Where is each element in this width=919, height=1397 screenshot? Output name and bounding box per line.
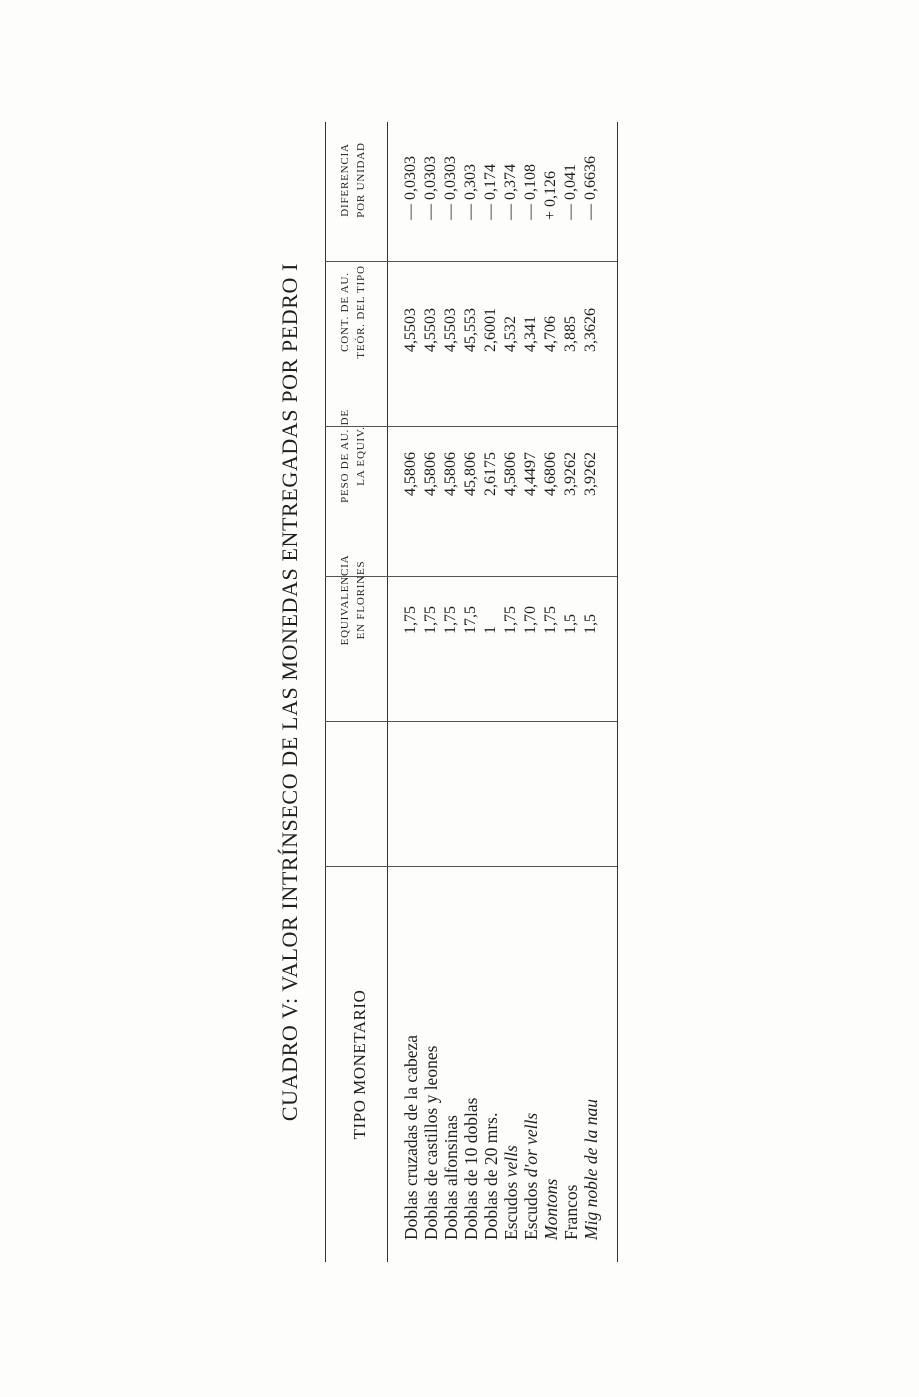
column-tipo	[401, 868, 601, 1240]
table-cell-peso: 4,5806	[442, 452, 459, 496]
top-rule	[325, 122, 326, 1262]
table-cell-peso: 3,9262	[582, 452, 599, 496]
table-cell-peso: 3,9262	[562, 452, 579, 496]
table-cell-contenido: 3,3626	[582, 308, 599, 352]
table-cell-diferencia: — 0,041	[562, 164, 579, 220]
table-row-tipo	[521, 868, 541, 1240]
table-cell-contenido: 4,532	[502, 316, 519, 352]
table-cell-diferencia: — 0,174	[482, 164, 499, 220]
table-cell-contenido: 4,5503	[422, 308, 439, 352]
column-divider	[325, 721, 617, 722]
header-label: EQUIVALENCIA	[339, 554, 351, 646]
header-label: DIFERENCIA	[339, 143, 351, 217]
table-cell-diferencia: — 0,6636	[582, 156, 599, 220]
table-cell-equivalencia: 1	[482, 626, 499, 634]
tipo-prefix: Escudos	[501, 1177, 521, 1240]
header-label: LA EQUIV.	[355, 426, 367, 486]
tipo-italic: vells	[501, 1145, 521, 1178]
table-cell-peso: 4,6806	[542, 452, 559, 496]
table-cell-contenido: 4,706	[542, 316, 559, 352]
table-cell-peso: 45,806	[462, 452, 479, 496]
table-cell-diferencia: — 0,303	[462, 164, 479, 220]
table-cell-diferencia: — 0,108	[522, 164, 539, 220]
table-cell-equivalencia: 1,75	[442, 606, 459, 634]
table-title: CUADRO V: VALOR INTRÍNSECO DE LAS MONEDAS ENTREGADAS POR PEDRO I	[277, 262, 302, 1122]
table-row-tipo: Francos	[561, 1184, 581, 1240]
column-peso	[401, 416, 601, 496]
rotated-table-frame	[275, 122, 635, 1262]
table-cell-peso: 4,5806	[502, 452, 519, 496]
column-contenido	[401, 272, 601, 352]
table-cell-diferencia: — 0,0303	[422, 156, 439, 220]
table-cell-contenido: 4,5503	[442, 308, 459, 352]
header-label: POR UNIDAD	[355, 142, 367, 218]
table-row-tipo: Doblas de castillos y leones	[421, 1045, 441, 1240]
tipo-italic: d'or vells	[521, 1112, 541, 1178]
table-row-tipo: Montons	[541, 1178, 561, 1240]
table-cell-peso: 2,6175	[482, 452, 499, 496]
table-cell-equivalencia: 1,70	[522, 606, 539, 634]
table-cell-contenido: 2,6001	[482, 308, 499, 352]
header-label: PESO DE AU. DE	[339, 409, 351, 503]
table-row-tipo: Doblas alfonsinas	[441, 1115, 461, 1240]
tipo-prefix: Escudos	[521, 1177, 541, 1240]
header-tipo-monetario	[349, 867, 399, 1262]
table-cell-peso: 4,5806	[402, 452, 419, 496]
bottom-rule	[617, 122, 618, 1262]
header-contenido	[337, 242, 387, 382]
header-label: EN FLORINES	[355, 560, 367, 640]
table-cell-diferencia: — 0,0303	[442, 156, 459, 220]
table-cell-equivalencia: 1,5	[562, 614, 579, 634]
table-cell-contenido: 4,5503	[402, 308, 419, 352]
table-row-tipo	[501, 868, 521, 1240]
table-cell-contenido: 45,553	[462, 308, 479, 352]
table-cell-diferencia: + 0,126	[542, 170, 559, 220]
column-equivalencia	[401, 564, 601, 634]
table-cell-contenido: 3,885	[562, 316, 579, 352]
table-cell-peso: 4,4497	[522, 452, 539, 496]
header-label: CONT. DE AU.	[339, 272, 351, 352]
table-row-tipo: Mig noble de la nau	[581, 1099, 601, 1240]
table-cell-equivalencia: 17,5	[462, 606, 479, 634]
header-peso	[337, 386, 387, 526]
table-cell-equivalencia: 1,75	[542, 606, 559, 634]
header-label: TIPO MONETARIO	[350, 989, 369, 1140]
table-cell-peso: 4,5806	[422, 452, 439, 496]
header-label: TEÓR. DEL TIPO	[355, 265, 367, 359]
table-row-tipo: Doblas de 10 doblas	[461, 1097, 481, 1240]
header-diferencia	[337, 110, 387, 250]
header-equivalencia	[337, 530, 387, 670]
table-cell-diferencia: — 0,0303	[402, 156, 419, 220]
table-row-tipo: Doblas cruzadas de la cabeza	[401, 1034, 421, 1240]
table-cell-diferencia: — 0,374	[502, 164, 519, 220]
table-row-tipo: Doblas de 20 mrs.	[481, 1112, 501, 1240]
table-cell-equivalencia: 1,75	[422, 606, 439, 634]
table-cell-equivalencia: 1,75	[402, 606, 419, 634]
column-diferencia	[401, 120, 601, 220]
table-cell-equivalencia: 1,75	[502, 606, 519, 634]
table-cell-equivalencia: 1,5	[582, 614, 599, 634]
table-cell-contenido: 4,341	[522, 316, 539, 352]
